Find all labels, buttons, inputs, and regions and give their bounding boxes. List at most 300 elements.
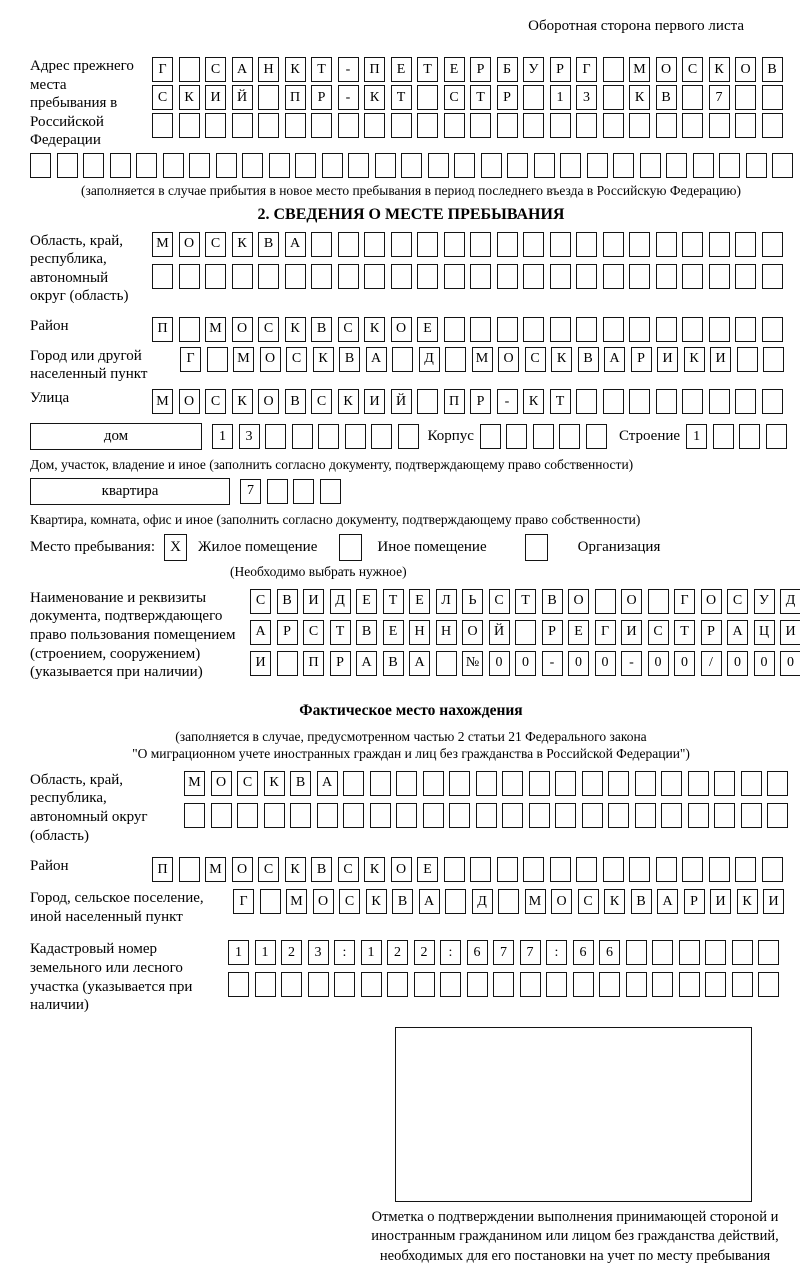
char-box[interactable] — [444, 857, 465, 882]
char-box[interactable]: С — [250, 589, 271, 614]
stamp-box[interactable] — [395, 1027, 752, 1202]
char-box[interactable]: : — [334, 940, 355, 965]
char-box[interactable]: С — [578, 889, 599, 914]
char-box[interactable] — [392, 347, 413, 372]
char-box[interactable]: М — [525, 889, 546, 914]
char-box[interactable] — [445, 889, 466, 914]
char-box[interactable]: Т — [330, 620, 351, 645]
char-box[interactable] — [318, 424, 339, 449]
char-box[interactable] — [656, 113, 677, 138]
char-box[interactable] — [334, 972, 355, 997]
char-box[interactable] — [732, 972, 753, 997]
char-box[interactable]: Р — [311, 85, 332, 110]
char-box[interactable]: В — [311, 317, 332, 342]
char-box[interactable] — [311, 232, 332, 257]
char-box[interactable]: 1 — [212, 424, 233, 449]
char-box[interactable] — [255, 972, 276, 997]
char-box[interactable] — [762, 317, 783, 342]
char-box[interactable]: А — [727, 620, 748, 645]
char-box[interactable]: Ц — [754, 620, 775, 645]
char-box[interactable]: Р — [497, 85, 518, 110]
char-box[interactable]: С — [258, 317, 279, 342]
char-box[interactable] — [656, 389, 677, 414]
char-box[interactable]: Л — [436, 589, 457, 614]
char-box[interactable] — [682, 113, 703, 138]
char-box[interactable] — [216, 153, 237, 178]
char-box[interactable] — [608, 771, 629, 796]
char-box[interactable] — [576, 857, 597, 882]
char-box[interactable] — [515, 620, 536, 645]
char-box[interactable]: К — [364, 317, 385, 342]
char-box[interactable]: А — [657, 889, 678, 914]
char-box[interactable] — [136, 153, 157, 178]
char-box[interactable]: 0 — [727, 651, 748, 676]
char-box[interactable] — [560, 153, 581, 178]
char-box[interactable]: О — [211, 771, 232, 796]
char-box[interactable]: 1 — [686, 424, 707, 449]
char-box[interactable]: 3 — [576, 85, 597, 110]
char-box[interactable]: О — [656, 57, 677, 82]
char-box[interactable]: С — [258, 857, 279, 882]
char-box[interactable] — [709, 857, 730, 882]
char-box[interactable] — [719, 153, 740, 178]
char-box[interactable]: К — [364, 85, 385, 110]
char-box[interactable] — [550, 857, 571, 882]
char-box[interactable] — [529, 803, 550, 828]
char-box[interactable]: П — [152, 857, 173, 882]
char-box[interactable]: Е — [383, 620, 404, 645]
char-box[interactable] — [758, 940, 779, 965]
char-box[interactable]: Г — [180, 347, 201, 372]
char-box[interactable] — [205, 264, 226, 289]
char-box[interactable]: Й — [489, 620, 510, 645]
char-box[interactable]: И — [780, 620, 800, 645]
char-box[interactable] — [110, 153, 131, 178]
char-box[interactable]: О — [568, 589, 589, 614]
char-box[interactable]: 0 — [595, 651, 616, 676]
char-box[interactable] — [652, 972, 673, 997]
char-box[interactable]: С — [525, 347, 546, 372]
char-box[interactable] — [709, 317, 730, 342]
char-box[interactable]: 1 — [255, 940, 276, 965]
char-box[interactable] — [629, 389, 650, 414]
char-box[interactable] — [507, 153, 528, 178]
checkbox-organization[interactable] — [525, 534, 548, 561]
char-box[interactable]: 7 — [493, 940, 514, 965]
char-box[interactable] — [423, 771, 444, 796]
char-box[interactable]: С — [727, 589, 748, 614]
char-box[interactable]: В — [277, 589, 298, 614]
char-box[interactable] — [693, 153, 714, 178]
char-box[interactable]: А — [366, 347, 387, 372]
char-box[interactable] — [656, 264, 677, 289]
char-box[interactable]: М — [152, 232, 173, 257]
char-box[interactable]: О — [391, 857, 412, 882]
char-box[interactable] — [267, 479, 288, 504]
char-box[interactable] — [586, 424, 607, 449]
char-box[interactable]: 0 — [568, 651, 589, 676]
char-box[interactable]: К — [338, 389, 359, 414]
char-box[interactable]: К — [285, 857, 306, 882]
char-box[interactable] — [338, 264, 359, 289]
char-box[interactable]: 1 — [550, 85, 571, 110]
char-box[interactable]: О — [462, 620, 483, 645]
char-box[interactable]: К — [737, 889, 758, 914]
char-box[interactable] — [290, 803, 311, 828]
char-box[interactable] — [762, 232, 783, 257]
char-box[interactable]: 3 — [308, 940, 329, 965]
char-box[interactable]: 1 — [361, 940, 382, 965]
char-box[interactable]: С — [682, 57, 703, 82]
char-box[interactable] — [232, 113, 253, 138]
char-box[interactable] — [576, 113, 597, 138]
char-box[interactable]: К — [684, 347, 705, 372]
char-box[interactable]: К — [179, 85, 200, 110]
char-box[interactable] — [361, 972, 382, 997]
char-box[interactable] — [555, 771, 576, 796]
char-box[interactable]: К — [629, 85, 650, 110]
char-box[interactable]: А — [317, 771, 338, 796]
char-box[interactable]: С — [303, 620, 324, 645]
char-box[interactable] — [559, 424, 580, 449]
char-box[interactable] — [762, 389, 783, 414]
char-box[interactable] — [666, 153, 687, 178]
char-box[interactable] — [709, 232, 730, 257]
char-box[interactable] — [269, 153, 290, 178]
char-box[interactable] — [573, 972, 594, 997]
char-box[interactable] — [529, 771, 550, 796]
char-box[interactable]: И — [205, 85, 226, 110]
char-box[interactable] — [308, 972, 329, 997]
char-box[interactable] — [767, 803, 788, 828]
char-box[interactable]: Т — [550, 389, 571, 414]
char-box[interactable]: Т — [470, 85, 491, 110]
char-box[interactable] — [317, 803, 338, 828]
char-box[interactable] — [661, 771, 682, 796]
char-box[interactable]: Р — [631, 347, 652, 372]
char-box[interactable]: 6 — [467, 940, 488, 965]
char-box[interactable] — [493, 972, 514, 997]
char-box[interactable] — [767, 771, 788, 796]
char-box[interactable] — [481, 153, 502, 178]
char-box[interactable] — [735, 264, 756, 289]
char-box[interactable] — [763, 347, 784, 372]
char-box[interactable] — [476, 771, 497, 796]
char-box[interactable] — [207, 347, 228, 372]
char-box[interactable] — [656, 317, 677, 342]
char-box[interactable]: - — [542, 651, 563, 676]
char-box[interactable] — [506, 424, 527, 449]
char-box[interactable]: П — [364, 57, 385, 82]
char-box[interactable] — [260, 889, 281, 914]
char-box[interactable]: К — [264, 771, 285, 796]
char-box[interactable] — [652, 940, 673, 965]
char-box[interactable]: С — [237, 771, 258, 796]
char-box[interactable] — [277, 651, 298, 676]
char-box[interactable] — [497, 857, 518, 882]
char-box[interactable] — [364, 232, 385, 257]
char-box[interactable] — [626, 940, 647, 965]
char-box[interactable]: 3 — [239, 424, 260, 449]
char-box[interactable]: О — [735, 57, 756, 82]
char-box[interactable]: В — [258, 232, 279, 257]
char-box[interactable] — [470, 232, 491, 257]
char-box[interactable] — [635, 771, 656, 796]
char-box[interactable]: В — [311, 857, 332, 882]
char-box[interactable] — [550, 232, 571, 257]
char-box[interactable]: И — [710, 889, 731, 914]
char-box[interactable] — [364, 113, 385, 138]
char-box[interactable]: И — [621, 620, 642, 645]
char-box[interactable] — [311, 113, 332, 138]
char-box[interactable] — [497, 232, 518, 257]
char-box[interactable] — [444, 264, 465, 289]
char-box[interactable]: П — [444, 389, 465, 414]
char-box[interactable] — [338, 232, 359, 257]
char-box[interactable]: - — [621, 651, 642, 676]
char-box[interactable] — [285, 113, 306, 138]
char-box[interactable] — [401, 153, 422, 178]
char-box[interactable] — [179, 857, 200, 882]
char-box[interactable]: О — [621, 589, 642, 614]
char-box[interactable] — [189, 153, 210, 178]
char-box[interactable] — [603, 113, 624, 138]
char-box[interactable] — [640, 153, 661, 178]
char-box[interactable] — [497, 113, 518, 138]
char-box[interactable] — [423, 803, 444, 828]
char-box[interactable]: С — [339, 889, 360, 914]
char-box[interactable]: О — [701, 589, 722, 614]
char-box[interactable] — [163, 153, 184, 178]
char-box[interactable]: С — [648, 620, 669, 645]
char-box[interactable]: И — [763, 889, 784, 914]
char-box[interactable] — [523, 85, 544, 110]
char-box[interactable]: М — [629, 57, 650, 82]
char-box[interactable]: А — [285, 232, 306, 257]
char-box[interactable]: С — [338, 317, 359, 342]
char-box[interactable] — [679, 972, 700, 997]
char-box[interactable]: Р — [684, 889, 705, 914]
char-box[interactable] — [292, 424, 313, 449]
char-box[interactable]: Т — [674, 620, 695, 645]
char-box[interactable] — [179, 113, 200, 138]
char-box[interactable]: В — [631, 889, 652, 914]
char-box[interactable] — [758, 972, 779, 997]
char-box[interactable]: И — [364, 389, 385, 414]
char-box[interactable]: - — [338, 85, 359, 110]
char-box[interactable] — [320, 479, 341, 504]
char-box[interactable]: Р — [330, 651, 351, 676]
char-box[interactable]: А — [232, 57, 253, 82]
char-box[interactable]: К — [285, 317, 306, 342]
char-box[interactable] — [656, 857, 677, 882]
char-box[interactable] — [57, 153, 78, 178]
char-box[interactable] — [762, 857, 783, 882]
char-box[interactable] — [629, 317, 650, 342]
char-box[interactable] — [470, 264, 491, 289]
char-box[interactable]: Ь — [462, 589, 483, 614]
char-box[interactable] — [497, 264, 518, 289]
char-box[interactable] — [414, 972, 435, 997]
char-box[interactable] — [713, 424, 734, 449]
char-box[interactable] — [476, 803, 497, 828]
char-box[interactable]: П — [285, 85, 306, 110]
char-box[interactable]: Р — [470, 57, 491, 82]
char-box[interactable] — [629, 264, 650, 289]
char-box[interactable] — [613, 153, 634, 178]
char-box[interactable] — [741, 803, 762, 828]
char-box[interactable]: Г — [233, 889, 254, 914]
char-box[interactable] — [417, 232, 438, 257]
char-box[interactable] — [520, 972, 541, 997]
char-box[interactable] — [735, 113, 756, 138]
char-box[interactable] — [576, 232, 597, 257]
char-box[interactable]: Г — [595, 620, 616, 645]
char-box[interactable] — [709, 264, 730, 289]
char-box[interactable] — [523, 317, 544, 342]
char-box[interactable]: / — [701, 651, 722, 676]
char-box[interactable] — [396, 803, 417, 828]
char-box[interactable] — [741, 771, 762, 796]
char-box[interactable] — [709, 113, 730, 138]
char-box[interactable] — [449, 803, 470, 828]
char-box[interactable] — [735, 857, 756, 882]
char-box[interactable]: В — [762, 57, 783, 82]
char-box[interactable] — [576, 317, 597, 342]
char-box[interactable]: Г — [576, 57, 597, 82]
char-box[interactable]: Н — [436, 620, 457, 645]
char-box[interactable]: А — [604, 347, 625, 372]
char-box[interactable] — [533, 424, 554, 449]
char-box[interactable]: С — [444, 85, 465, 110]
char-box[interactable] — [732, 940, 753, 965]
char-box[interactable] — [265, 424, 286, 449]
char-box[interactable]: Е — [444, 57, 465, 82]
char-box[interactable]: 0 — [489, 651, 510, 676]
char-box[interactable] — [502, 803, 523, 828]
char-box[interactable]: Н — [258, 57, 279, 82]
char-box[interactable]: В — [356, 620, 377, 645]
char-box[interactable]: И — [250, 651, 271, 676]
char-box[interactable]: И — [657, 347, 678, 372]
char-box[interactable] — [370, 803, 391, 828]
char-box[interactable]: Е — [417, 857, 438, 882]
char-box[interactable] — [179, 57, 200, 82]
char-box[interactable]: С — [311, 389, 332, 414]
char-box[interactable] — [391, 113, 412, 138]
char-box[interactable] — [714, 771, 735, 796]
char-box[interactable] — [436, 651, 457, 676]
char-box[interactable] — [237, 803, 258, 828]
char-box[interactable]: К — [232, 232, 253, 257]
char-box[interactable]: П — [303, 651, 324, 676]
char-box[interactable] — [417, 113, 438, 138]
char-box[interactable] — [480, 424, 501, 449]
char-box[interactable]: № — [462, 651, 483, 676]
char-box[interactable] — [375, 153, 396, 178]
char-box[interactable] — [179, 317, 200, 342]
char-box[interactable] — [184, 803, 205, 828]
char-box[interactable] — [232, 264, 253, 289]
char-box[interactable]: Е — [409, 589, 430, 614]
char-box[interactable]: К — [551, 347, 572, 372]
char-box[interactable] — [735, 232, 756, 257]
char-box[interactable] — [470, 317, 491, 342]
char-box[interactable]: Т — [311, 57, 332, 82]
char-box[interactable]: М — [152, 389, 173, 414]
char-box[interactable] — [454, 153, 475, 178]
char-box[interactable] — [576, 389, 597, 414]
char-box[interactable] — [391, 264, 412, 289]
char-box[interactable]: 0 — [648, 651, 669, 676]
char-box[interactable] — [338, 113, 359, 138]
char-box[interactable] — [626, 972, 647, 997]
char-box[interactable]: 7 — [520, 940, 541, 965]
char-box[interactable]: С — [338, 857, 359, 882]
char-box[interactable]: Н — [409, 620, 430, 645]
char-box[interactable] — [709, 389, 730, 414]
char-box[interactable]: Й — [232, 85, 253, 110]
char-box[interactable] — [656, 232, 677, 257]
char-box[interactable]: К — [313, 347, 334, 372]
char-box[interactable]: Г — [152, 57, 173, 82]
char-box[interactable] — [498, 889, 519, 914]
char-box[interactable]: М — [205, 317, 226, 342]
char-box[interactable] — [295, 153, 316, 178]
char-box[interactable]: Т — [391, 85, 412, 110]
char-box[interactable] — [705, 940, 726, 965]
char-box[interactable] — [523, 232, 544, 257]
char-box[interactable]: О — [260, 347, 281, 372]
char-box[interactable]: 7 — [709, 85, 730, 110]
char-box[interactable]: В — [656, 85, 677, 110]
char-box[interactable] — [449, 771, 470, 796]
char-box[interactable] — [152, 264, 173, 289]
char-box[interactable] — [370, 771, 391, 796]
char-box[interactable]: О — [551, 889, 572, 914]
char-box[interactable]: В — [383, 651, 404, 676]
char-box[interactable] — [396, 771, 417, 796]
char-box[interactable] — [555, 803, 576, 828]
char-box[interactable]: 2 — [414, 940, 435, 965]
char-box[interactable]: Р — [550, 57, 571, 82]
char-box[interactable]: Т — [383, 589, 404, 614]
char-box[interactable]: : — [440, 940, 461, 965]
char-box[interactable]: 0 — [515, 651, 536, 676]
char-box[interactable] — [445, 347, 466, 372]
char-box[interactable] — [682, 317, 703, 342]
char-box[interactable]: С — [205, 232, 226, 257]
char-box[interactable]: К — [604, 889, 625, 914]
char-box[interactable] — [152, 113, 173, 138]
char-box[interactable] — [599, 972, 620, 997]
char-box[interactable]: И — [710, 347, 731, 372]
char-box[interactable]: : — [546, 940, 567, 965]
char-box[interactable]: Й — [391, 389, 412, 414]
char-box[interactable] — [398, 424, 419, 449]
char-box[interactable] — [603, 232, 624, 257]
char-box[interactable] — [440, 972, 461, 997]
char-box[interactable] — [467, 972, 488, 997]
char-box[interactable]: О — [498, 347, 519, 372]
char-box[interactable]: У — [754, 589, 775, 614]
char-box[interactable] — [258, 85, 279, 110]
char-box[interactable] — [576, 264, 597, 289]
char-box[interactable]: 6 — [573, 940, 594, 965]
char-box[interactable]: Е — [356, 589, 377, 614]
char-box[interactable] — [679, 940, 700, 965]
char-box[interactable] — [242, 153, 263, 178]
